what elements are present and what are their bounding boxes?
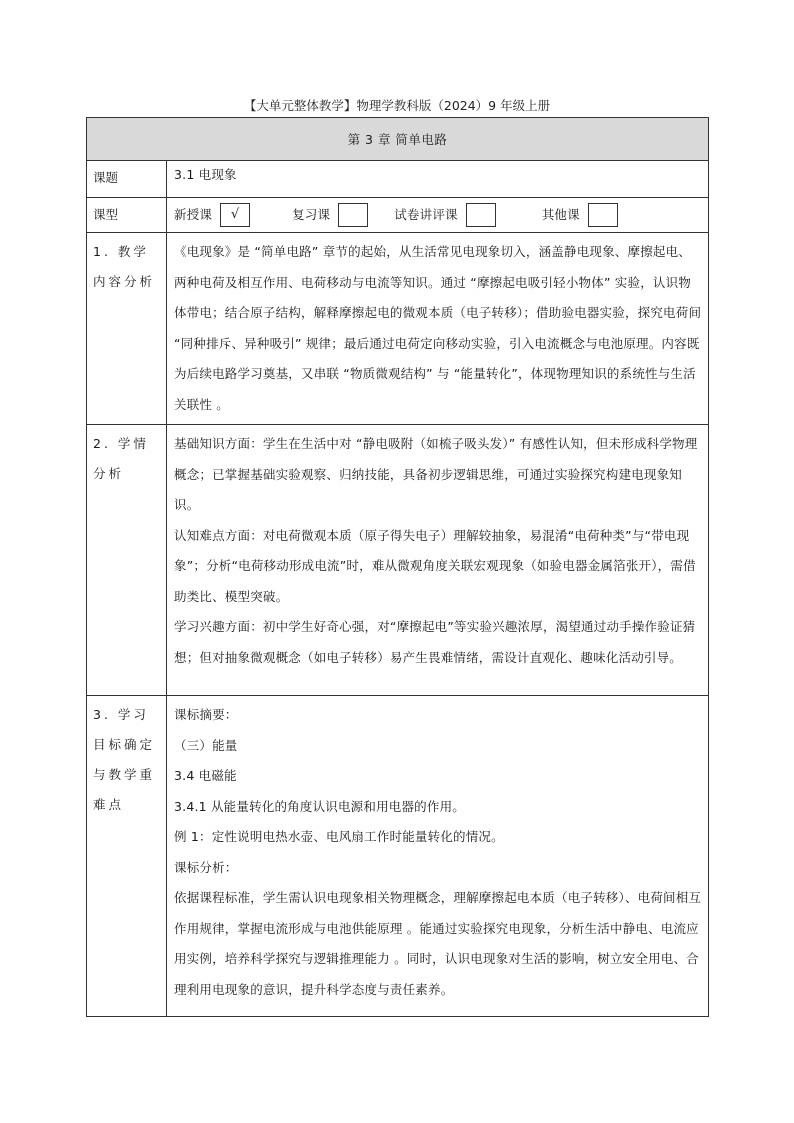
lesson-type-option-exam-review[interactable]: [394, 200, 496, 231]
lesson-type-option-review[interactable]: [292, 200, 368, 231]
lesson-type-options: [167, 198, 709, 233]
goal-line: 课标摘要：: [174, 707, 238, 722]
goal-line: （三）能量: [174, 737, 238, 753]
paragraph-interest: 学习兴趣方面：初中学生好奇心强，对“摩擦起电”等实验兴趣浓厚，渴望通过动手操作验证猜想；但对抽象微观概念（如电子转移）易产生畏难情绪，需设计直观化、趣味化活动引导。: [174, 619, 696, 665]
student-analysis-row: [87, 425, 709, 696]
student-analysis-text: [167, 425, 709, 696]
checkbox[interactable]: [466, 203, 496, 227]
lesson-type-label: 课型: [87, 198, 167, 233]
checkbox[interactable]: [338, 203, 368, 227]
goal-line: 例 1：定性说明电热水壶、电风扇工作时能量转化的情况。: [174, 829, 504, 844]
document-header: 【大单元整体教学】物理学教科版（2024）9 年级上册: [243, 98, 551, 113]
goal-line: 课标分析：: [174, 859, 238, 875]
lesson-type-option-new[interactable]: [174, 200, 250, 231]
goal-line: 依据课程标准，学生需认识电现象相关物理概念，理解摩擦起电本质（电子转移）、电荷间相互作用规律，掌握电流形成与电池供能原理 。能通过实验探究电现象，分析生活中静电、电流应用实例，培养科学探究与逻辑推理能力 。同时，认识电现象对生活的影响，树立安全用电、合理利用电现象的意识，提升科学态度与责任素养。: [174, 890, 702, 997]
chapter-row: [87, 118, 709, 161]
option-label: 新授课: [174, 206, 213, 222]
paragraph-difficulties: 认知难点方面：对电荷微观本质（原子得失电子）理解较抽象，易混淆“电荷种类”与“带电现象”；分析“电荷移动形成电流”时，难从微观角度关联宏观现象（如验电器金属箔张开），需借助类比、模型突破。: [174, 527, 696, 604]
checkbox[interactable]: √: [220, 203, 250, 227]
option-label: 试卷讲评课: [394, 206, 458, 222]
learning-goals-label: 3. 学习目标确定与教学重难点: [87, 696, 167, 1017]
lesson-value: 3.1 电现象: [167, 161, 709, 198]
goal-line: 3.4.1 从能量转化的角度认识电源和用电器的作用。: [174, 798, 465, 814]
lesson-type-row: [87, 198, 709, 233]
paragraph-basics: 基础知识方面：学生在生活中对 “静电吸附（如梳子吸头发）” 有感性认知，但未形成科学物理概念；已掌握基础实验观察、归纳技能，具备初步逻辑思维，可通过实验探究构建电现象知识。: [174, 436, 698, 512]
lesson-row: [87, 161, 709, 198]
learning-goals-row: [87, 696, 709, 1017]
goal-line: 3.4 电磁能: [174, 768, 237, 783]
content-analysis-text: 《电现象》是 “简单电路” 章节的起始，从生活常见电现象切入，涵盖静电现象、摩擦起电、两种电荷及相互作用、电荷移动与电流等知识。通过 “摩擦起电吸引轻小物体” 实验，认识物体带电；结合原子结构，解释摩擦起电的微观本质（电子转移）；借助验电器实验，探究电荷间 “同种排斥、异种吸引” 规律；最后通过电荷定向移动实验，引入电流概念与电池原理。内容既为后续电路学习奠基，又串联 “物质微观结构” 与 “能量转化”，体现物理知识的系统性与生活关联性 。: [167, 233, 709, 425]
content-analysis-row: [87, 233, 709, 425]
checkbox[interactable]: [588, 203, 618, 227]
option-label: 其他课: [541, 206, 580, 222]
student-analysis-label: 2. 学情分析: [87, 425, 167, 696]
chapter-title: 第 3 章 简单电路: [87, 118, 709, 161]
learning-goals-text: [167, 696, 709, 1017]
lesson-type-option-other[interactable]: [542, 200, 618, 231]
lesson-label: 课题: [87, 161, 167, 198]
lesson-plan-table: [86, 117, 709, 1017]
option-label: 复习课: [292, 206, 331, 222]
content-analysis-label: 1. 教学内容分析: [87, 233, 167, 425]
